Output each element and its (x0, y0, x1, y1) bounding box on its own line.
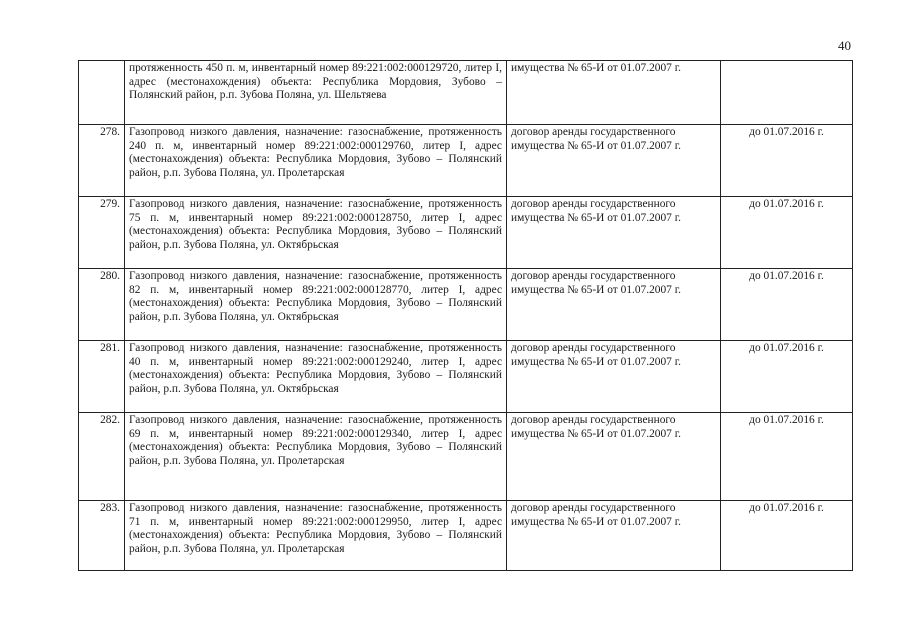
page-number: 40 (838, 38, 851, 53)
row-number: 278. (79, 125, 125, 197)
row-number: 282. (79, 413, 125, 501)
table-row (79, 125, 853, 197)
lease-term (721, 61, 853, 125)
row-number: 281. (79, 341, 125, 413)
table-row (79, 501, 853, 571)
table-row (79, 197, 853, 269)
property-registry-table (78, 60, 853, 571)
object-description: Газопровод низкого давления, назначение: газоснабжение, протяженность 40 п. м, инвентарный номер 89:221:002:000129240, литер I, адрес (местонахождения) объекта: Республика Мордовия, Зубово – Полянский район, р.п. Зубова Поляна, ул. Октябрьская (125, 341, 507, 413)
lease-basis: имущества № 65-И от 01.07.2007 г. (507, 61, 721, 125)
row-number (79, 61, 125, 125)
table-row (79, 269, 853, 341)
lease-basis: договор аренды государственного имущества № 65-И от 01.07.2007 г. (507, 197, 721, 269)
table-row (79, 413, 853, 501)
object-description: Газопровод низкого давления, назначение: газоснабжение, протяженность 82 п. м, инвентарный номер 89:221:002:000128770, литер I, адрес (местонахождения) объекта: Республика Мордовия, Зубово – Полянский район, р.п. Зубова Поляна, ул. Октябрьская (125, 269, 507, 341)
object-description: Газопровод низкого давления, назначение: газоснабжение, протяженность 69 п. м, инвентарный номер 89:221:002:000129340, литер I, адрес (местонахождения) объекта: Республика Мордовия, Зубово – Полянский район, р.п. Зубова Поляна, ул. Пролетарская (125, 413, 507, 501)
lease-term: до 01.07.2016 г. (721, 501, 853, 571)
lease-basis: договор аренды государственного имущества № 65-И от 01.07.2007 г. (507, 125, 721, 197)
table-row (79, 61, 853, 125)
table-row (79, 341, 853, 413)
object-description: Газопровод низкого давления, назначение: газоснабжение, протяженность 240 п. м, инвентарный номер 89:221:002:000129760, литер I, адрес (местонахождения) объекта: Республика Мордовия, Зубово – Полянский район, р.п. Зубова Поляна, ул. Пролетарская (125, 125, 507, 197)
row-number: 283. (79, 501, 125, 571)
lease-basis: договор аренды государственного имущества № 65-И от 01.07.2007 г. (507, 269, 721, 341)
row-number: 280. (79, 269, 125, 341)
lease-basis: договор аренды государственного имущества № 65-И от 01.07.2007 г. (507, 341, 721, 413)
object-description: Газопровод низкого давления, назначение: газоснабжение, протяженность 71 п. м, инвентарный номер 89:221:002:000129950, литер I, адрес (местонахождения) объекта: Республика Мордовия, Зубово – Полянский район, р.п. Зубова Поляна, ул. Пролетарская (125, 501, 507, 571)
row-number: 279. (79, 197, 125, 269)
object-description: протяженность 450 п. м, инвентарный номер 89:221:002:000129720, литер I, адрес (местонахождения) объекта: Республика Мордовия, Зубово – Полянский район, р.п. Зубова Поляна, ул. Шельтяева (125, 61, 507, 125)
lease-term: до 01.07.2016 г. (721, 125, 853, 197)
lease-term: до 01.07.2016 г. (721, 197, 853, 269)
lease-term: до 01.07.2016 г. (721, 341, 853, 413)
lease-basis: договор аренды государственного имущества № 65-И от 01.07.2007 г. (507, 501, 721, 571)
lease-term: до 01.07.2016 г. (721, 413, 853, 501)
lease-basis: договор аренды государственного имущества № 65-И от 01.07.2007 г. (507, 413, 721, 501)
lease-term: до 01.07.2016 г. (721, 269, 853, 341)
object-description: Газопровод низкого давления, назначение: газоснабжение, протяженность 75 п. м, инвентарный номер 89:221:002:000128750, литер I, адрес (местонахождения) объекта: Республика Мордовия, Зубово – Полянский район, р.п. Зубова Поляна, ул. Октябрьская (125, 197, 507, 269)
